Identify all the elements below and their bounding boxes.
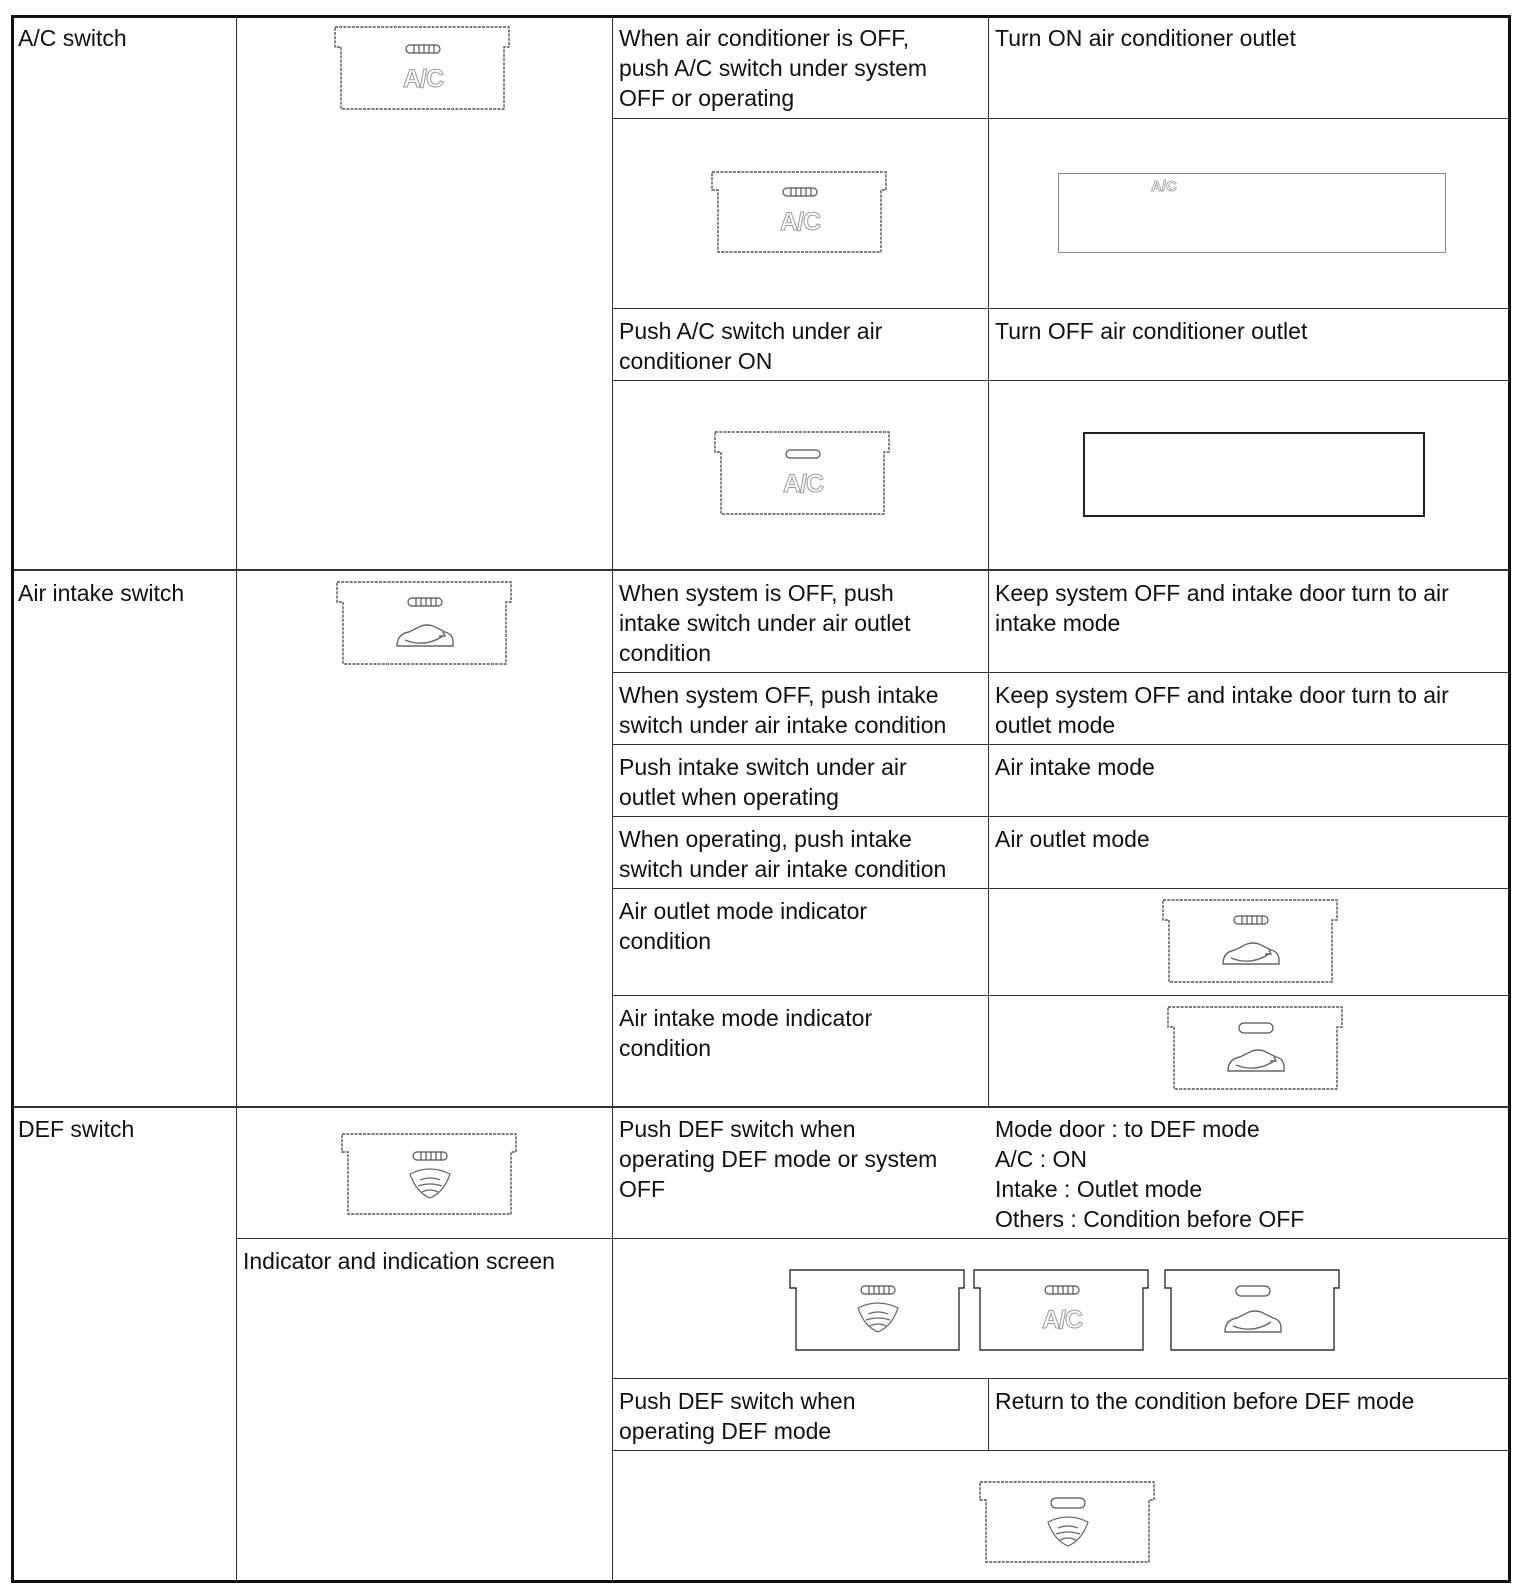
def-row1-condition: Push DEF switch when operating DEF mode or system OFF bbox=[619, 1116, 938, 1202]
intake-row1-result: Keep system OFF and intake door turn to air intake mode bbox=[995, 580, 1449, 636]
intake-row2-result: Keep system OFF and intake door turn to air outlet mode bbox=[995, 682, 1449, 738]
svg-text:A/C: A/C bbox=[402, 65, 444, 93]
def-indicator-label: Indicator and indication screen bbox=[243, 1248, 555, 1274]
def-indicator-ac-icon bbox=[972, 1266, 1152, 1354]
divider-h-sec1 bbox=[14, 569, 1508, 571]
divider-v3 bbox=[988, 16, 989, 1107]
display-ac-on bbox=[1058, 173, 1446, 253]
intake-row3-result: Air intake mode bbox=[995, 754, 1155, 780]
intake-row4-result: Air outlet mode bbox=[995, 826, 1150, 852]
def-button-off-icon bbox=[978, 1478, 1158, 1566]
divider-h-ac1 bbox=[612, 118, 1508, 119]
divider-h-def1 bbox=[236, 1238, 1508, 1239]
intake-row3-condition: Push intake switch under air outlet when operating bbox=[619, 754, 907, 810]
ac-button-icon bbox=[333, 25, 513, 113]
svg-text:A/C: A/C bbox=[779, 208, 821, 236]
def-switch-name: DEF switch bbox=[18, 1116, 135, 1142]
divider-h-in1 bbox=[612, 672, 1508, 673]
intake-row2-condition: When system OFF, push intake switch under air intake condition bbox=[619, 682, 947, 738]
divider-h-in2 bbox=[612, 744, 1508, 745]
divider-h-sec2 bbox=[14, 1106, 1508, 1108]
intake-row1-condition: When system is OFF, push intake switch under air outlet condition bbox=[619, 580, 911, 666]
intake-outlet-indicator-icon bbox=[1161, 896, 1341, 988]
display-ac-off bbox=[1083, 432, 1425, 517]
intake-row4-condition: When operating, push intake switch under air intake condition bbox=[619, 826, 947, 882]
svg-text:A/C: A/C bbox=[782, 470, 824, 498]
ac-row2-condition: Push A/C switch under air conditioner ON bbox=[619, 318, 883, 374]
divider-h-ac3 bbox=[612, 380, 1508, 381]
divider-h-in3 bbox=[612, 816, 1508, 817]
ac-row1-result: Turn ON air conditioner outlet bbox=[995, 25, 1296, 51]
display-ac-label: A/C bbox=[1151, 178, 1177, 195]
divider-h-in4 bbox=[612, 888, 1508, 889]
divider-h-def3 bbox=[612, 1450, 1508, 1451]
intake-row5-condition: Air outlet mode indicator condition bbox=[619, 898, 868, 954]
divider-h-in5 bbox=[612, 995, 1508, 996]
intake-button-icon bbox=[335, 578, 515, 670]
def-row3-result: Return to the condition before DEF mode bbox=[995, 1388, 1415, 1414]
intake-row6-condition: Air intake mode indicator condition bbox=[619, 1005, 873, 1061]
svg-text:A/C: A/C bbox=[1041, 1306, 1083, 1334]
divider-v2 bbox=[612, 16, 613, 1582]
divider-h-ac2 bbox=[612, 308, 1508, 309]
divider-v3b bbox=[988, 1378, 989, 1450]
def-indicator-intake-icon bbox=[1163, 1266, 1343, 1354]
ac-button-off-icon bbox=[713, 430, 893, 518]
def-row1-result: Mode door : to DEF mode A/C : ON Intake : Outlet mode Others : Condition before OFF bbox=[995, 1116, 1305, 1232]
intake-intake-indicator-icon bbox=[1166, 1003, 1346, 1095]
def-indicator-def-icon bbox=[788, 1266, 968, 1354]
ac-row1-condition: When air conditioner is OFF, push A/C switch under system OFF or operating bbox=[619, 25, 928, 111]
divider-h-def2 bbox=[612, 1378, 1508, 1379]
def-button-icon bbox=[340, 1130, 520, 1218]
intake-switch-name: Air intake switch bbox=[18, 580, 185, 606]
ac-row2-result: Turn OFF air conditioner outlet bbox=[995, 318, 1308, 344]
ac-switch-name: A/C switch bbox=[18, 25, 127, 51]
def-row3-condition: Push DEF switch when operating DEF mode bbox=[619, 1388, 856, 1444]
ac-button-on-icon bbox=[710, 168, 890, 256]
divider-v1 bbox=[236, 16, 237, 1582]
